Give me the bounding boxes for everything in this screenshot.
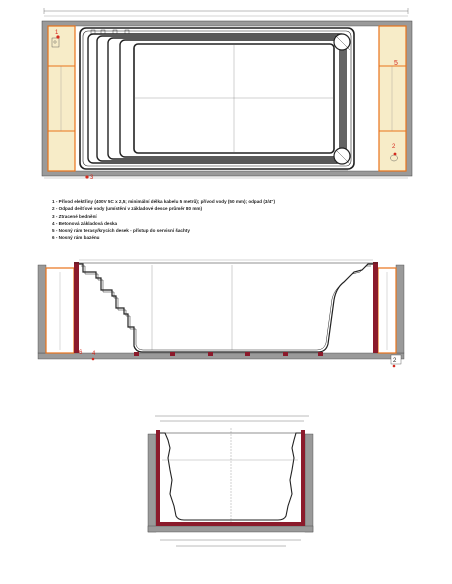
- section-marker-6: 6: [79, 350, 83, 356]
- plan-view: [42, 8, 412, 181]
- legend-item-2: 2 - Odpad dešťové vody (umístění v základové desce průměr 80 mm): [52, 206, 203, 212]
- legend-item-3: 3 - Ztracené bednění: [52, 213, 97, 219]
- section-marker-4: 4: [92, 351, 96, 357]
- cross-frame-right: [301, 430, 305, 526]
- cross-pool-shell: [160, 433, 301, 520]
- frame-post-right: [373, 262, 378, 353]
- pool-shell-profile: [79, 264, 373, 352]
- marker-1-label: 1: [55, 30, 59, 36]
- marker-3-label: 3: [90, 175, 94, 181]
- legend-item-5: 5 - Nosný rám terasy/krycích desek - přístup do servisní šachty: [52, 228, 190, 234]
- marker-2-dot: [394, 153, 397, 156]
- cross-section: [148, 416, 313, 546]
- marker-5-label: 5: [394, 60, 398, 67]
- cross-frame-bottom: [160, 522, 301, 526]
- frame-post-left: [74, 262, 79, 353]
- legend-item-1: 1 - Přívod elektřiny (400V 5C x 2,5; minimální délka kabelu 5 metrů); přívod vody (50 mm); odpad (3/4"): [52, 199, 275, 204]
- marker-2-label: 2: [392, 144, 396, 150]
- legend: [52, 198, 352, 242]
- legend-item-6: 6 - Nosný rám bazénu: [52, 235, 100, 241]
- section-marker-2: 2: [393, 358, 397, 364]
- cross-frame-left: [156, 430, 160, 526]
- longitudinal-section: [38, 260, 404, 367]
- marker-3-dot: [85, 175, 88, 178]
- service-shaft-left: [48, 26, 75, 171]
- legend-item-4: 4 - Betonová základová deska: [52, 220, 118, 226]
